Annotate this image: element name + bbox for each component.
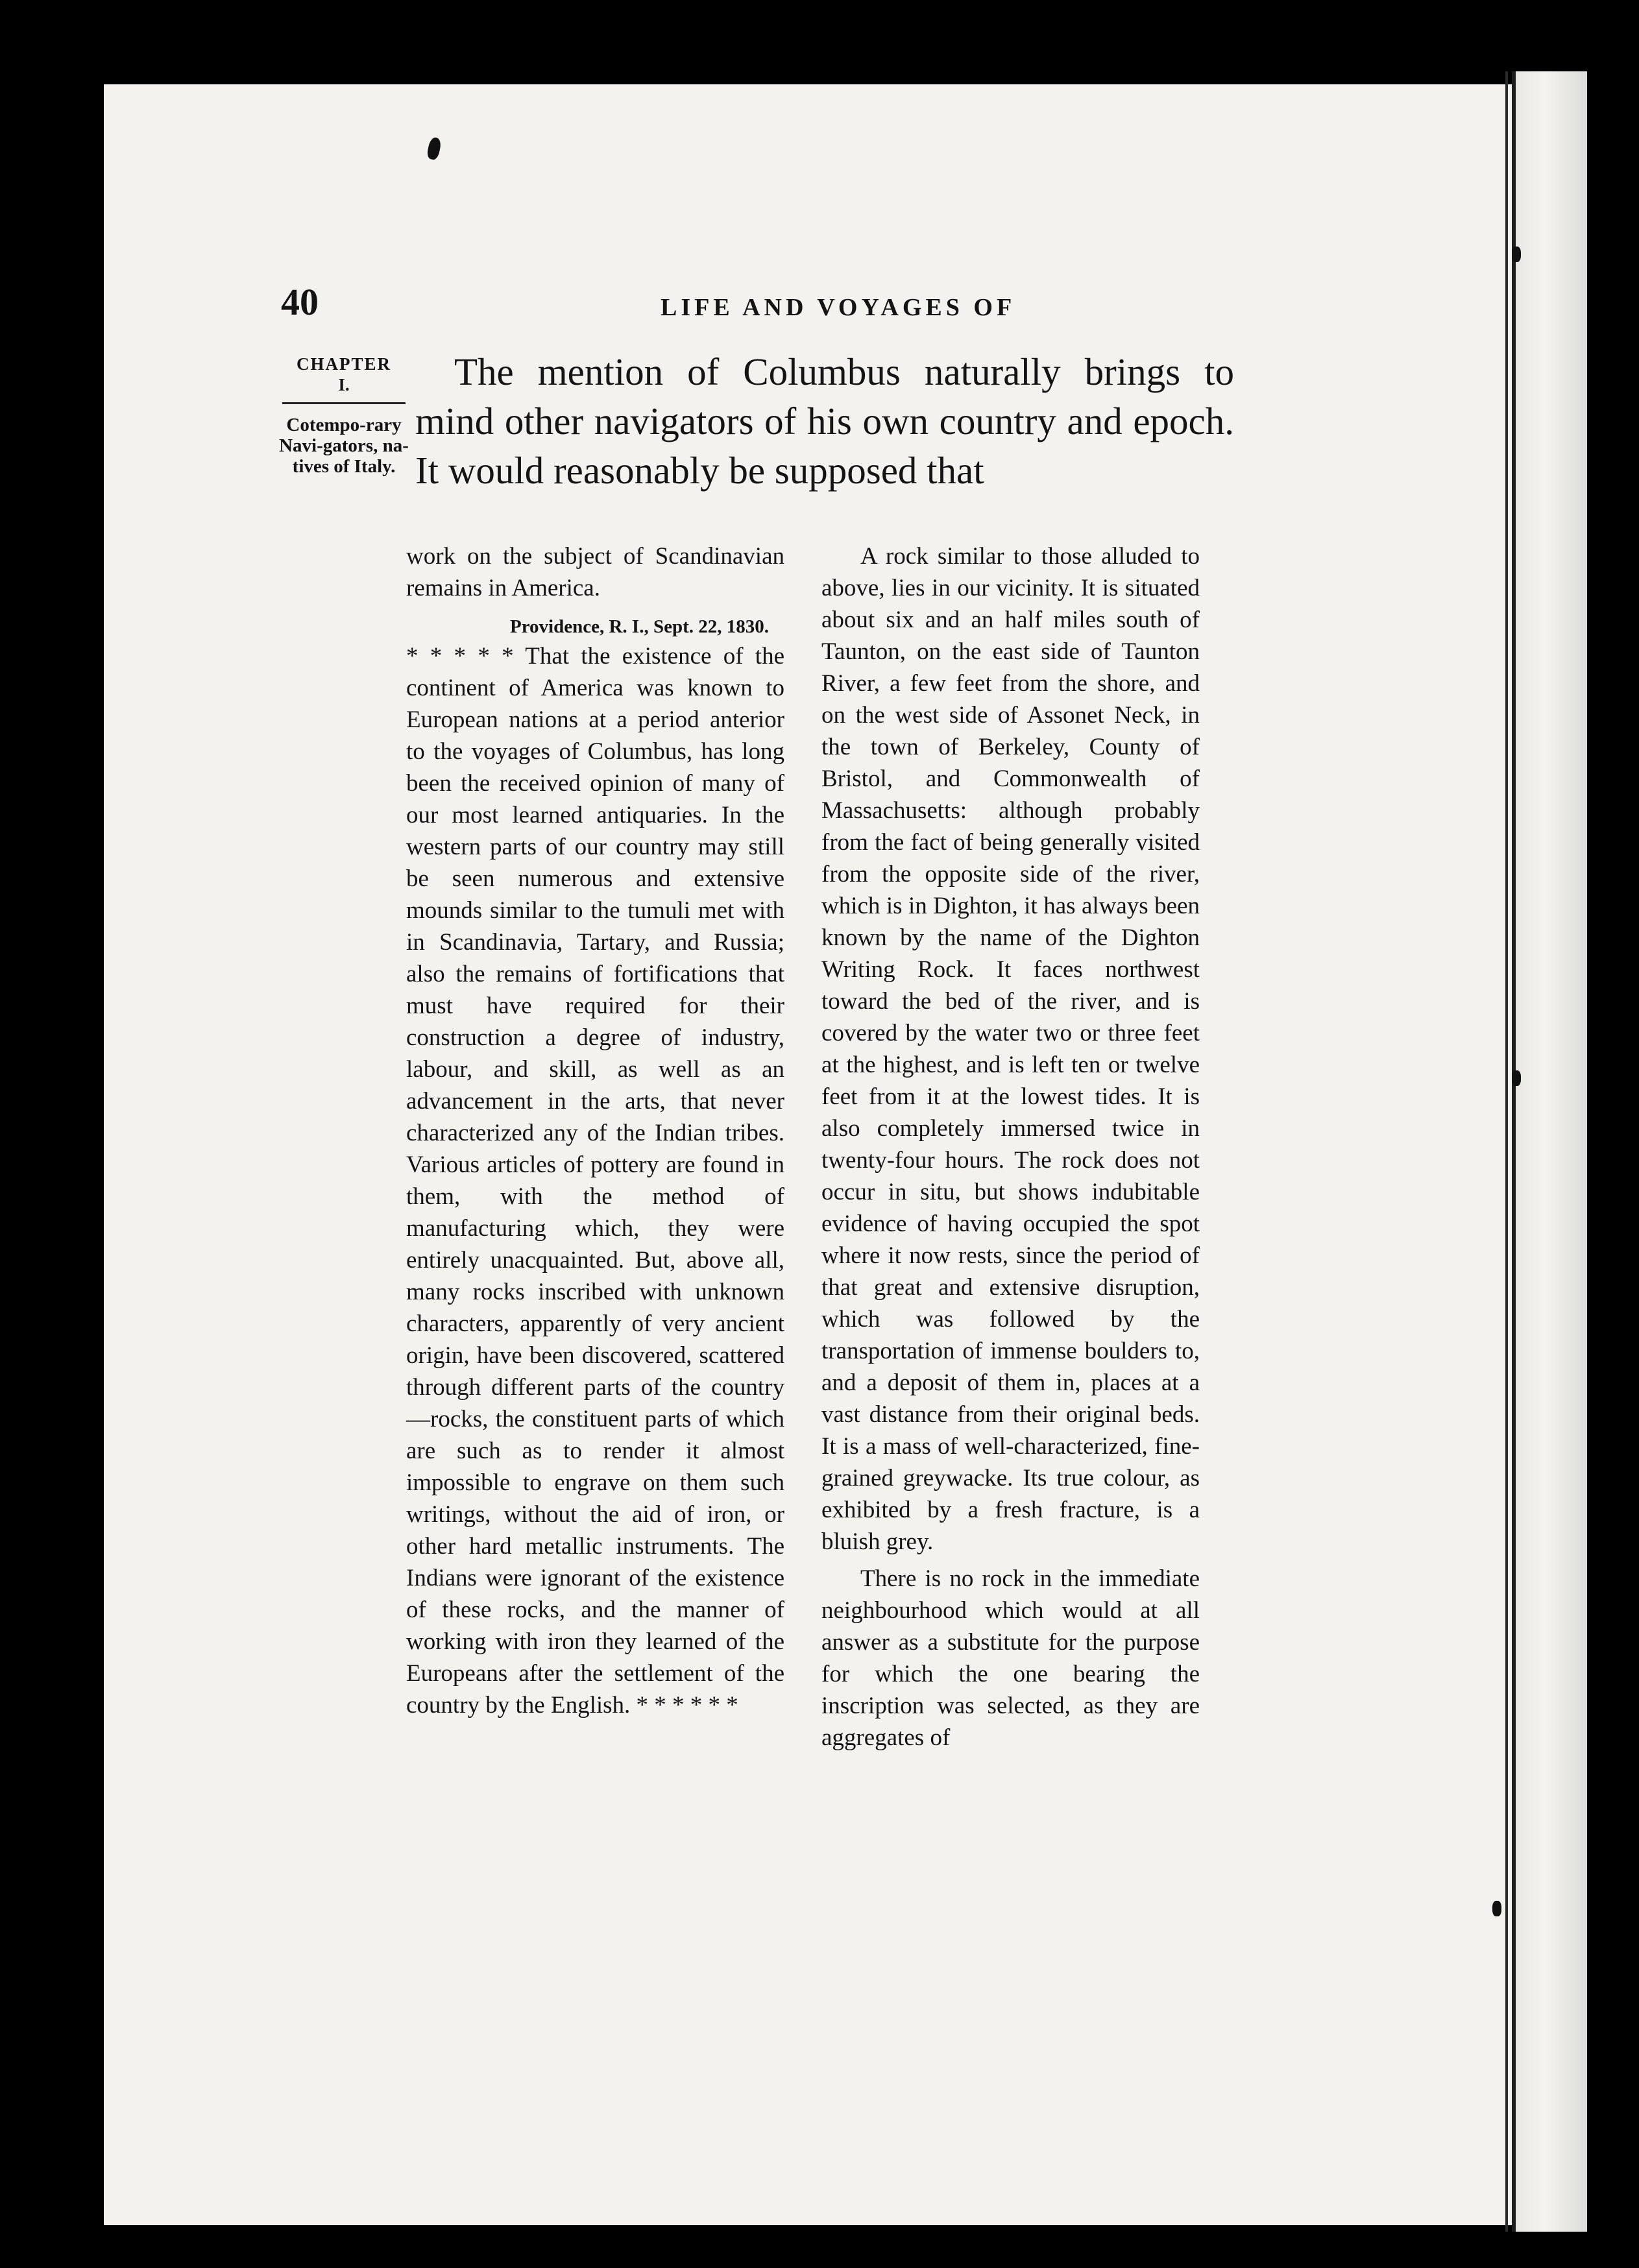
page-edge-line xyxy=(1505,71,1508,2232)
right-paragraph-1: A rock similar to those alluded to above, lies in our vicinity. It is situated about six and an half miles south of Taunton, on the east side of Taunton River, a few feet from the shore, and on the west side of Assonet Neck, in the town of Berkeley, County of Bristol, and Commonwealth of Massachusetts: although probably from the fact of being generally visited from the opposite side of the river, which is in Dighton, it has always been known by the name of the Dighton Writing Rock. It faces northwest toward the bed of the river, and is covered by the water two or three feet at the highest, and is left ten or twelve feet from it at the lowest tides. It is also completely immersed twice in twenty-four hours. The rock does not occur in situ, but shows indubitable evidence of having occupied the spot where it now rests, since the period of that great and extensive disruption, which was followed by the transportation of immense boulders to, and a deposit of them in, places at a vast distance from their original beds. It is a mass of well-characterized, fine-grained greywacke. Its true colour, as exhibited by a fresh fracture, is a bluish grey. xyxy=(821,543,1200,1555)
edge-mark xyxy=(1492,1901,1501,1916)
margin-divider xyxy=(282,402,406,404)
right-column xyxy=(821,540,1200,1754)
margin-note xyxy=(279,354,409,477)
left-column xyxy=(406,540,784,1721)
intro-paragraph: The mention of Columbus naturally brings to mind other navigators of his own country and epoch. It would reasonably be supposed that xyxy=(415,350,1234,492)
dateline: Providence, R. I., Sept. 22, 1830. xyxy=(509,616,769,637)
left-body-text: * * * * * That the existence of the continent of America was known to European nations at a period anterior to the voyages of Columbus, has long been the received opinion of many of our most learned antiquaries. In the western parts of our country may still be seen numerous and extensive mounds similar to the tumuli met with in Scandinavia, Tartary, and Russia; also the remains of fortifications that must have required for their construction a degree of industry, labour, and skill, as well as an advancement in the arts, that never characterized any of the Indian tribes. Various articles of pottery are found in them, with the method of manufacturing which, they were entirely unacquainted. But, above all, many rocks inscribed with unknown characters, apparently of very ancient origin, have been discovered, scattered through different parts of the country—rocks, the constituent parts of which are such as to render it almost impossible to engrave on them such writings, without the aid of iron, or other hard metallic instruments. The Indians were ignorant of the existence of these rocks, and the manner of working with iron they learned of the Europeans after the settlement of the country by the English. * * * * * * xyxy=(406,643,784,1719)
edge-mark xyxy=(1512,247,1521,262)
sidenote: Cotempo-rary Navi-gators, na-tives of Italy. xyxy=(279,414,409,477)
adjacent-page-edge xyxy=(1512,71,1587,2232)
running-title: LIFE AND VOYAGES OF xyxy=(661,294,1016,321)
edge-mark xyxy=(1512,1070,1521,1086)
page-number: 40 xyxy=(281,281,319,323)
continuation-text: work on the subject of Scandinavian remains in America. xyxy=(406,543,784,601)
right-paragraph-2: There is no rock in the immediate neighbourhood which would at all answer as a substitute for the purpose for which the one bearing the inscription was selected, as they are aggregates of xyxy=(821,1565,1200,1751)
chapter-label: CHAPTER xyxy=(296,354,391,374)
chapter-number: I. xyxy=(338,375,350,395)
